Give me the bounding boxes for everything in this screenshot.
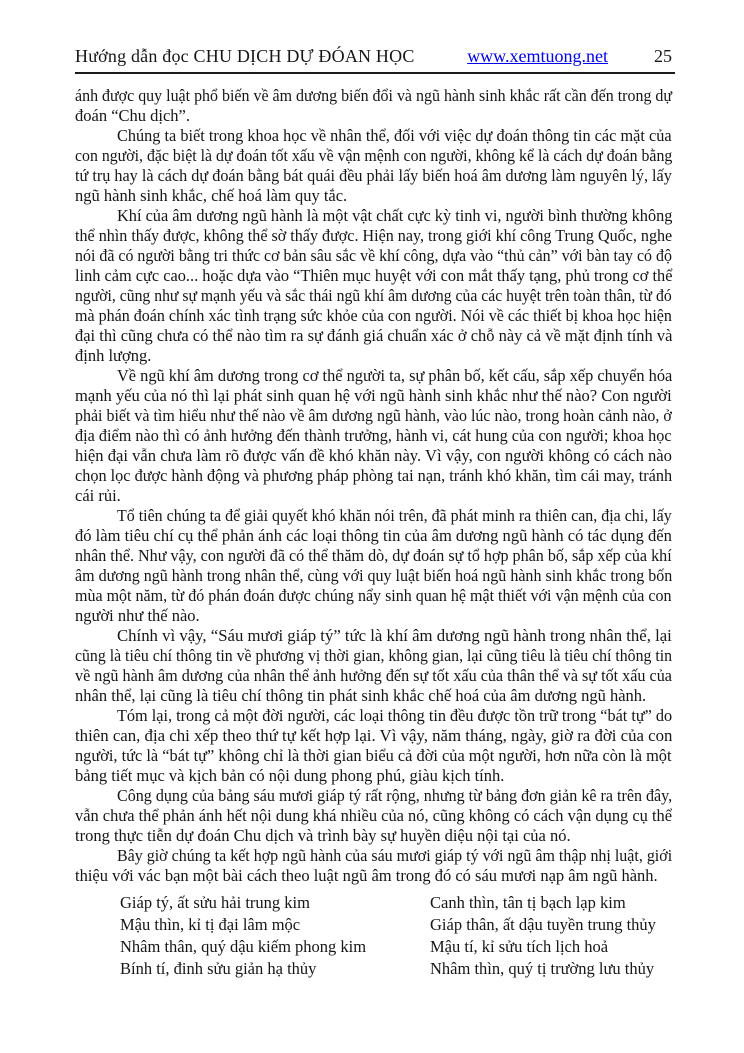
text-line: thể nhìn thấy được, không thể sờ thấy được. Hiện nay, trong giới khí công Trung Quốc, nghe <box>75 226 673 245</box>
text-line: mùa một năm, từ đó phán đoán được chúng nẩy sinh quan hệ mật thiết với vận mệnh của con <box>75 586 672 605</box>
paragraph <box>75 786 672 846</box>
paragraph <box>75 86 672 126</box>
text-line: nhân thể. Như vậy, con người đã có thể thăm dò, dự đoán sự tổ hợp phân bố, sắp xếp của khí <box>75 546 672 565</box>
text-line: mà phán đoán chính xác tình trạng sức khỏe của con người. Nói về các thiết bị khoa học hiện <box>75 306 672 325</box>
paragraph <box>75 626 672 706</box>
text-line: người như thế nào. <box>75 606 200 625</box>
text-line: Về ngũ khí âm dương trong cơ thể người ta, sự phân bố, kết cấu, sắp xếp chuyển hóa <box>117 366 673 385</box>
text-line: hiện đại vẫn chưa làm rõ được vấn đề khó khăn này. Vì vậy, con người không có cách nào <box>75 446 672 465</box>
verse-line: Bính tí, đinh sửu giản hạ thủy <box>120 959 317 978</box>
text-line: Tóm lại, trong cả một đời người, các loại thông tin đều được tồn trữ trong “bát tự” do <box>117 706 673 725</box>
text-line: đại thì cũng chưa có thể nào tìm ra sự đánh giá chuẩn xác ở chỗ này cả về mặt định tính và <box>75 326 673 345</box>
paragraph <box>75 126 672 206</box>
text-line: chọn lọc được hành động và phương pháp phòng tai nạn, tránh khó khăn, tìm cái may, tránh <box>75 466 673 485</box>
header-title: Hướng dẫn đọc CHU DỊCH DỰ ĐÓAN HỌC <box>75 46 415 66</box>
paragraph <box>75 506 672 626</box>
paragraph <box>75 846 672 886</box>
verse-line: Giáp tý, ất sửu hải trung kim <box>120 893 310 912</box>
document-body <box>75 86 672 886</box>
text-line: người, cũng như sự mạnh yếu và sắc thái ngũ khí âm dương của các huyệt trên toàn thân, từ đó <box>75 286 672 305</box>
text-line: đó làm tiêu chí cụ thể phản ánh các loại thông tin của âm dương ngũ hành có tác dụng đến <box>75 526 672 545</box>
paragraph <box>75 206 672 366</box>
text-line: cũng là tiêu chí thông tin về phương vị thời gian, không gian, lại cũng tiêu là tiêu chí thông tin <box>75 646 673 665</box>
text-line: linh cảm cực cao... hoặc dựa vào “Thiên mục huyệt với con mắt thấy tạng, phủ trong cơ thể <box>75 266 673 285</box>
text-line: người, tức là “bát tự” không chỉ là thời gian biểu cả đời của một người, hơn nữa còn là một <box>75 746 672 765</box>
verse-line: Mậu tí, kỉ sửu tích lịch hoả <box>430 937 609 956</box>
text-line: thiệu với vác bạn một bài cách theo luật ngũ âm trong đó có sáu mươi nạp âm ngũ hành. <box>75 866 658 885</box>
text-line: thiên can, địa chi xếp theo thứ tự kết hợp lại. Vì vậy, năm tháng, ngày, giờ ra đời của con <box>75 726 673 745</box>
text-line: bảng tiết mục và kịch bản có nội dung phong phú, giàu kịch tính. <box>75 766 505 785</box>
text-line: ánh được quy luật phổ biến về âm dương biến đổi và ngũ hành sinh khắc rất cần đến trong dự <box>75 86 673 105</box>
text-line: cái rủi. <box>75 486 121 505</box>
verse-line: Mậu thìn, kỉ tị đại lâm mộc <box>120 915 301 934</box>
verse-line: Nhâm thìn, quý tị trường lưu thủy <box>430 959 655 978</box>
verse-line: Nhâm thân, quý dậu kiếm phong kim <box>120 937 367 956</box>
text-line: ngũ hành sinh khắc, chế hoá làm quy tắc. <box>75 186 348 205</box>
text-line: Công dụng của bảng sáu mươi giáp tý rất rộng, nhưng từ bảng đơn giản kê ra trên đây, <box>117 786 673 805</box>
text-line: địa điểm nào thì có ảnh hưởng đến thành trưởng, hành vi, cát hung của con người; khoa học <box>75 426 672 445</box>
text-line: Chính vì vậy, “Sáu mươi giáp tý” tức là khí âm dương ngũ hành trong nhân thể, lại <box>117 626 672 645</box>
text-line: tứ trụ hay là cách dự đoán bằng bát quái đều phải lấy biến hoá âm dương làm nguyên lý, lấy <box>75 166 672 185</box>
text-line: vẫn chưa thể phản ánh hết nội dung khá nhiều của nó, cũng không có cách vận dụng cụ thể <box>75 806 673 825</box>
text-line: mạnh yếu của nó thì lại phát sinh quan hệ với ngũ hành sinh khắc như thế nào? Con người <box>75 386 672 405</box>
paragraph <box>75 366 672 506</box>
text-line: định lượng. <box>75 346 152 365</box>
text-line: Tổ tiên chúng ta để giải quyết khó khăn nói trên, đã phát minh ra thiên can, địa chi, lấy <box>117 506 672 525</box>
text-line: về ngũ hành âm dương của nhân thể ảnh hưởng đến sự tốt xấu của thân thể và sự tốt xấu của <box>75 666 672 685</box>
page-header <box>75 46 672 67</box>
page-number: 25 <box>654 46 672 66</box>
text-line: con người, đặc biệt là dự đoán tốt xấu về vận mệnh con người, không kể là cách dự đoán bằng <box>75 146 673 165</box>
verse-column-right <box>430 892 672 980</box>
text-line: nói đã có người bằng tri thức cơ bản sâu sắc về khí công, dựa vào “thủ cản” với bàn tay có độ <box>75 246 672 265</box>
paragraph <box>75 706 672 786</box>
verse-line: Giáp thân, ất dậu tuyền trung thủy <box>430 915 656 934</box>
text-line: Bây giờ chúng ta kết hợp ngũ hành của sáu mươi giáp tý với ngũ âm thập nhị luật, giới <box>117 846 673 865</box>
verse-section <box>120 892 672 980</box>
text-line: đoán “Chu dịch”. <box>75 106 191 125</box>
text-line: phải biết và tìm hiểu như thế nào về âm dương ngũ hành, vào lúc nào, trong hoàn cảnh nào, ở <box>75 406 672 425</box>
verse-line: Canh thìn, tân tị bạch lạp kim <box>430 893 626 912</box>
text-line: Khí của âm dương ngũ hành là một vật chất cực kỳ tinh vi, người bình thường không <box>117 206 673 225</box>
text-line: Chúng ta biết trong khoa học về nhân thể, đối với việc dự đoán thông tin các mặt của <box>117 126 672 145</box>
text-line: trong thực tiễn dự đoán Chu dịch và trình bày sự huyền diệu nội tại của nó. <box>75 826 571 845</box>
text-line: âm dương ngũ hành trong nhân thể, cùng với quy luật biến hoá ngũ hành sinh khắc trong bốn <box>75 566 673 585</box>
header-link[interactable]: www.xemtuong.net <box>467 46 608 66</box>
text-line: nhân thể, lại cũng là tiêu chí thông tin phát sinh khắc chế hoá của âm dương ngũ hành. <box>75 686 647 705</box>
verse-column-left <box>120 892 430 980</box>
header-rule <box>75 72 675 74</box>
